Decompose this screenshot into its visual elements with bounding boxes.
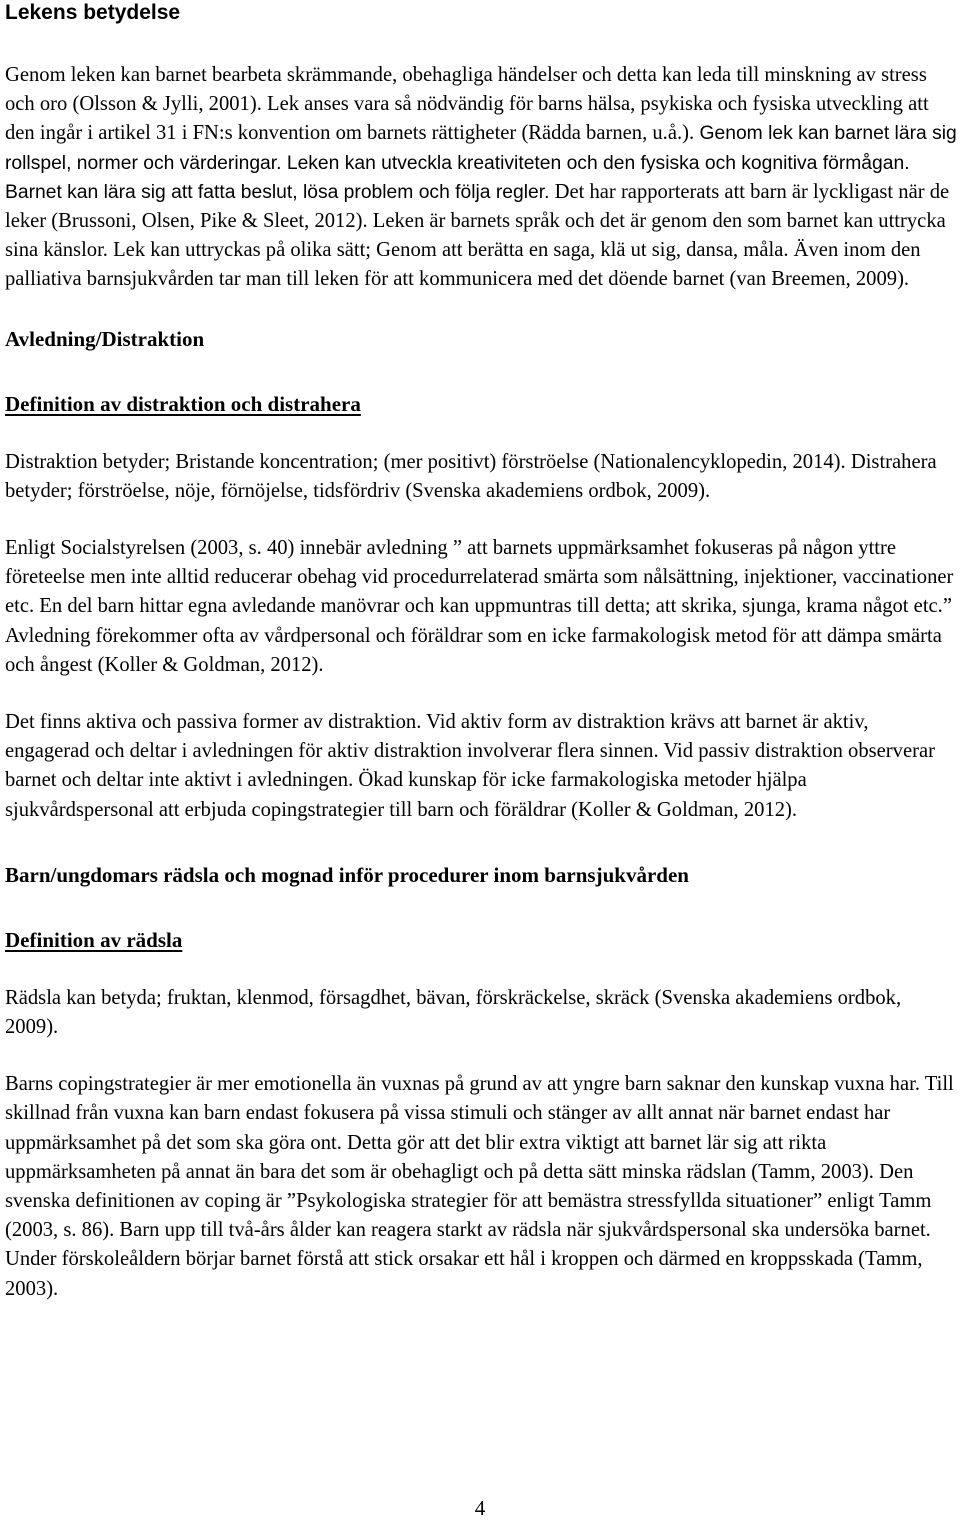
paragraph-aktiva-passiva: Det finns aktiva och passiva former av distraktion. Vid aktiv form av distraktion krävs att barnet är aktiv, engagerad och deltar i avledningen för aktiv distraktion involverar flera sinnen. Vid passiv distraktion observerar barnet och deltar inte aktivt i avledningen. Ökad kunskap för icke farmakologiska metoder hjälpa sjukvårdspersonal att erbjuda copingstrategier till barn och föräldrar (Koller & Goldman, 2012). (5, 711, 935, 821)
section-heading-avledning: Avledning/Distraktion (5, 326, 205, 351)
section-heading-lekens-betydelse: Lekens betydelse (5, 1, 181, 24)
paragraph-lekens-betydelse (5, 61, 957, 295)
paragraph-socialstyrelsen: Enligt Socialstyrelsen (2003, s. 40) innebär avledning ” att barnets uppmärksamhet fokuseras på någon yttre företeelse men inte alltid reducerar obehag vid procedurrelaterad smärta som nålsättning, injektioner, vaccinationer etc. En del barn hittar egna avledande manövrar och kan uppmuntras till detta; att skrika, sjunga, krama något etc.” Avledning förekommer ofta av vårdpersonal och föräldrar som en icke farmakologisk metod för att dämpa smärta och ångest (Koller & Goldman, 2012). (5, 537, 954, 676)
paragraph-distraktion-definition: Distraktion betyder; Bristande koncentration; (mer positivt) förströelse (Nationalencyklopedin, 2014). Distrahera betyder; förströelse, nöje, förnöjelse, tidsfördriv (Svenska akademiens ordbok, 2009). (5, 450, 937, 502)
paragraph-part: Genom lek kan barnet lära sig rollspel, normer och värderingar. Leken kan utveckla kreativiteten och den fysiska och kognitiva förmågan. Barnet kan lära sig att fatta beslut, lösa problem och följa regler. (5, 123, 957, 203)
subheading-definition-radsla: Definition av rädsla (5, 927, 183, 952)
paragraph-radsla-definition: Rädsla kan betyda; fruktan, klenmod, försagdhet, bävan, förskräckelse, skräck (Svenska akademiens ordbok, 2009). (5, 986, 902, 1039)
page-number: 4 (474, 1496, 486, 1520)
paragraph-copingstrategier: Barns copingstrategier är mer emotionella än vuxnas på grund av att yngre barn saknar den kunskap vuxna har. Till skillnad från vuxna kan barn endast fokusera på vissa stimuli och stänger av allt annat när barnet endast har uppmärksamhet på det som ska göra ont. Detta gör att det blir extra viktigt att barnet lär sig att rikta uppmärksamheten på annat än bara det som är obehagligt och på detta sätt minska rädslan (Tamm, 2003). Den svenska definitionen av coping är ”Psykologiska strategier för att bemästra stressfyllda situationer” enligt Tamm (2003, s. 86). Barn upp till två-års ålder kan reagera starkt av rädsla när sjukvårdspersonal ska undersöka barnet. Under förskoleåldern börjar barnet förstå att stick orsakar ett hål i kroppen och därmed en kroppsskada (Tamm, 2003). (5, 1073, 954, 1300)
section-heading-radsla-mognad: Barn/ungdomars rädsla och mognad inför procedurer inom barnsjukvården (5, 862, 689, 887)
paragraph-part: Även inom den palliativa barnsjukvården tar man till leken för att kommunicera med det döende barnet (van Breemen, 2009). (5, 239, 921, 291)
subheading-definition-distraktion: Definition av distraktion och distrahera (5, 391, 361, 416)
paragraph-part: Genom leken kan barnet bearbeta skrämmande, obehagliga händelser och detta kan leda till minskning av stress och oro (Olsson & Jylli, 2001). Lek anses vara så nödvändig för barns hälsa, psykiska och fysiska utveckling att den ingår i artikel 31 i FN:s konvention om barnets rättigheter (Rädda barnen, u.å.). (5, 64, 929, 145)
document-page (5, 0, 957, 1304)
paragraph-part: Det har rapporterats att barn är lyckligast när de leker (Brussoni, Olsen, Pike & Sleet, 2012). Leken är barnets språk och det är genom den som barnet kan uttrycka sina känslor. Lek kan uttryckas på olika sätt; Genom att berätta en saga, klä ut sig, dansa, måla. (5, 180, 950, 262)
